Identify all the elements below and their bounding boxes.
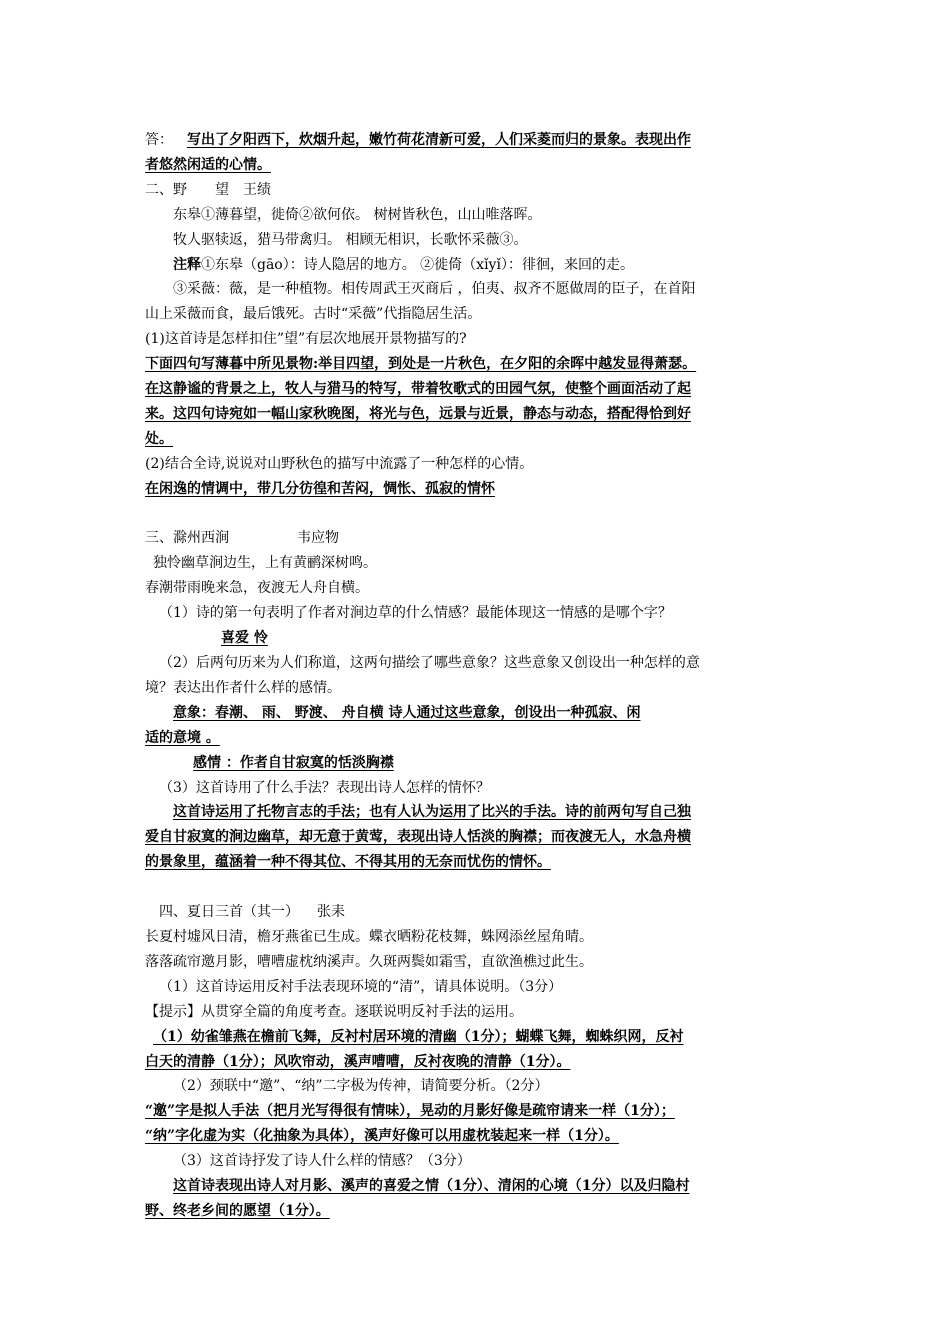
section-4-answer-1-line-2: 白天的清静（1分）；风吹帘动，溪声嘈嘈，反衬夜晚的清静（1分）。	[145, 1053, 571, 1070]
section-3-answer-3-line-1: 这首诗运用了托物言志的手法；也有人认为运用了比兴的手法。诗的前两句写自己独	[173, 804, 691, 821]
section-3-question-2-line-1: （2）后两句历来为人们称道，这两句描绘了哪些意象？这些意象又创设出一种怎样的意	[159, 655, 700, 672]
section-3-answer-3-line-2: 爱自甘寂寞的涧边幽草，却无意于黄莺，表现出诗人恬淡的胸襟；而夜渡无人，水急舟横	[145, 829, 691, 846]
document-page	[145, 128, 810, 1224]
answer-0-text-1: 写出了夕阳西下，炊烟升起，嫩竹荷花清新可爱，人们采菱而归的景象。表现出作	[187, 132, 691, 148]
section-4-answer-3-line-1: 这首诗表现出诗人对月影、溪声的喜爱之情（1分）、清闲的心境（1分）以及归隐村	[173, 1178, 690, 1195]
section-4-hint: 【提示】从贯穿全篇的角度考查。逐联说明反衬手法的运用。	[145, 1003, 523, 1020]
section-4-question-1: （1）这首诗运用反衬手法表现环境的“清”，请具体说明。（3分）	[159, 978, 563, 995]
section-2-title-a: 野	[173, 181, 187, 198]
section-2-note-label: 注释	[173, 256, 201, 273]
section-2-poem-line-2: 牧人驱犊返，猎马带禽归。 相顾无相识，长歌怀采薇③。	[173, 231, 528, 248]
section-3-answer-1: 喜爱 怜	[221, 630, 268, 647]
section-2-answer-1-line-2: 在这静谧的背景之上，牧人与猎马的特写，带着牧歌式的田园气氛，使整个画面活动了起	[145, 381, 691, 398]
section-3-question-2-line-2: 境？表达出作者什么样的感情。	[145, 679, 341, 696]
section-2-note-line-2: ③采薇：薇，是一种植物。相传周武王灭商后 ，伯夷、叔齐不愿做周的臣子，在首阳	[173, 281, 696, 298]
section-2-heading	[145, 178, 810, 203]
section-4-heading	[145, 900, 810, 925]
section-3-question-3: （3）这首诗用了什么手法？表现出诗人怎样的情怀？	[159, 779, 490, 796]
section-2-note-text-1: ①东皋（gāo）：诗人隐居的地方。 ②徙倚（xǐyǐ）：徘徊，来回的走。	[201, 256, 634, 273]
section-4-poem-line-1: 长夏村墟风日清，檐牙燕雀已生成。蝶衣晒粉花枝舞，蛛网添丝屋角晴。	[145, 928, 593, 945]
section-2-author: 王绩	[243, 181, 271, 198]
section-2-note-line-3: 山上采薇而食，最后饿死。古时“采薇”代指隐居生活。	[145, 306, 482, 323]
section-2-answer-1-line-3: 来。这四句诗宛如一幅山家秋晚图，将光与色，远景与近景，静态与动态，搭配得恰到好	[145, 405, 691, 422]
section-4-answer-1-line-1: （1）幼雀雏燕在檐前飞舞，反衬村居环境的清幽（1分）；蝴蝶飞舞，蜘蛛织网，反衬	[153, 1028, 684, 1045]
section-3-title: 三、滁州西涧	[145, 530, 229, 547]
section-4-title: 四、夏日三首（其一）	[159, 904, 299, 921]
answer-0-line-2: 者悠然闲适的心情。	[145, 156, 271, 173]
section-2-answer-1-line-1: 下面四句写薄暮中所见景物:举目四望，到处是一片秋色，在夕阳的余晖中越发显得萧瑟。	[145, 356, 697, 373]
section-4-answer-3-line-2: 野、终老乡间的愿望（1分）。	[145, 1202, 330, 1219]
section-3-answer-3-line-3: 的景象里，蕴涵着一种不得其位、不得其用的无奈而忧伤的情怀。	[145, 854, 551, 871]
section-4-question-3: （3）这首诗抒发了诗人什么样的情感？（3分）	[173, 1153, 471, 1170]
section-4-answer-2-line-2: “纳”字化虚为实（化抽象为具体），溪声好像可以用虚枕装起来一样（1分）。	[145, 1128, 619, 1145]
section-2-question-1: (1)这首诗是怎样扣住”望”有层次地展开景物描写的?	[145, 331, 467, 348]
section-3-question-1: （1）诗的第一句表明了作者对涧边草的什么情感？最能体现这一情感的是哪个字？	[159, 605, 672, 622]
section-4-poem-line-2: 落落疏帘邀月影，嘈嘈虚枕纳溪声。久斑两鬓如霜雪，直欲渔樵过此生。	[145, 953, 593, 970]
section-2-note-line-1	[145, 253, 810, 278]
section-4-answer-2-line-1: “邀”字是拟人手法（把月光写得很有情味），晃动的月影好像是疏帘请来一样（1分）；	[145, 1103, 675, 1120]
section-2-poem-line-1: 东皋①薄暮望，徙倚②欲何依。 树树皆秋色，山山唯落晖。	[173, 206, 542, 223]
section-2-answer-1-line-4: 处。	[145, 430, 173, 447]
answer-0-line-1	[145, 128, 810, 153]
section-4-question-2: （2）颈联中“邀”、“纳”二字极为传神，请简要分析。（2分）	[173, 1078, 549, 1095]
section-3-answer-2-line-2: 适的意境 。	[145, 729, 220, 746]
section-2-number: 二、	[145, 181, 173, 198]
section-3-heading	[145, 526, 810, 551]
section-3-answer-2-line-1: 意象：春潮、 雨、 野渡、 舟自横 诗人通过这些意象，创设出一种孤寂、闲	[173, 704, 641, 721]
section-3-poem-line-1: 独怜幽草涧边生，上有黄鹂深树鸣。	[153, 555, 377, 572]
section-3-author: 韦应物	[297, 530, 339, 547]
answer-0-prefix: 答：	[145, 132, 173, 148]
section-2-title-b: 望	[215, 181, 229, 198]
section-4-author: 张耒	[317, 904, 345, 921]
section-2-answer-2: 在闲逸的情调中，带几分彷徨和苦闷，惆怅、孤寂的情怀	[145, 480, 495, 497]
section-3-poem-line-2: 春潮带雨晚来急，夜渡无人舟自横。	[145, 580, 369, 597]
section-3-answer-2-line-3: 感情 ：作者自甘寂寞的恬淡胸襟	[193, 754, 394, 771]
section-2-question-2: (2)结合全诗,说说对山野秋色的描写中流露了一种怎样的心情。	[145, 455, 534, 472]
